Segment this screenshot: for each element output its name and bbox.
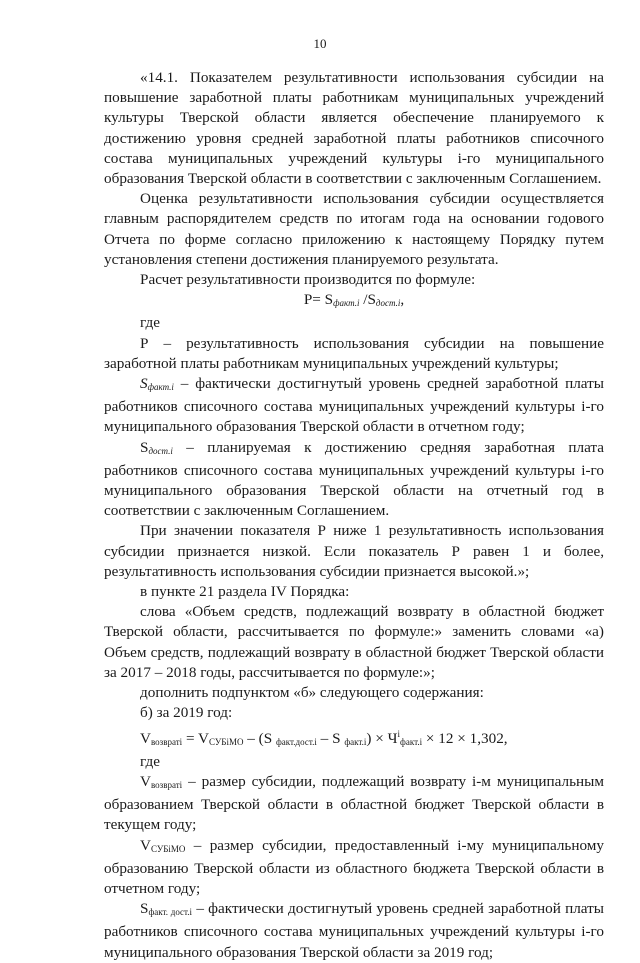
paragraph-formula-intro: Расчет результативности производится по формуле:: [140, 271, 476, 289]
paragraph-evaluation: Оценка результативности использования субсидии осуществляется главным распорядителем средств по итогам года на основании годового Отчета по форме согласно приложению к настоящему Порядку путем установления степени достижения планируемого результата.: [104, 190, 604, 268]
where-label-2: где: [140, 752, 160, 770]
paragraph-14-1: «14.1. Показателем результативности использования субсидии на повышение заработной платы работникам муниципальных учреждений культуры Тверской области является обеспечение планируемого к достижению уровня средней заработной платы работников списочного состава муниципальных учреждений культуры i-го муниципального образования Тверской области в соответствии с заключенным Соглашением.: [104, 69, 604, 188]
document-body: [104, 68, 604, 963]
paragraph-point-21: в пункте 21 раздела IV Порядка:: [140, 583, 350, 601]
definition-v-subsidy: $V_{СУБiМО}$ – размер субсидии, предоставленный i-му муниципальному образованию Тверской области из областного бюджета Тверской области в отчетном году;: [104, 836, 604, 897]
definition-s-dost: $S_{дост.i}$ – планируемая к достижению средняя заработная плата работников списочного состава муниципальных учреждений культуры i-го муниципального образования Тверской области на отчетный год в соответствии с заключенным Соглашением.: [104, 438, 604, 520]
paragraph-threshold: При значении показателя Р ниже 1 результативность использования субсидии признается низкой. Если показатель Р равен 1 и более, результативность использования субсидии признается высокой.»;: [104, 522, 604, 580]
paragraph-add-subpoint: дополнить подпунктом «б» следующего содержания:: [140, 684, 484, 702]
paragraph-replace-words: слова «Объем средств, подлежащий возврату в областной бюджет Тверской области, рассчитывается по формуле:» заменить словами «а) Объем средств, подлежащий возврату в областной бюджет Тверской области за 2017 – 2018 годы, рассчитывается по формуле:»;: [104, 603, 604, 681]
definition-v-refund: $V_{возвратi}$ – размер субсидии, подлежащий возврату i-м муниципальным образованием Тверской области в областной бюджет Тверской области в текущем году;: [104, 772, 604, 834]
subpoint-b-heading: б) за 2019 год:: [140, 704, 233, 722]
where-label: где: [140, 314, 160, 332]
definition-s-fact: $S_{факт.i}$ – фактически достигнутый уровень средней заработной платы работников списочного состава муниципальных учреждений культуры i-го муниципального образования Тверской области в отчетном году;: [104, 375, 604, 436]
formula-refund: $V_{возвратi} = V_{СУБiМО} - (S$ $_{факт.дост.i}$ – S $_{факт.i}) \times Ч^i_{факт.i} \times 12 \times 1,302$,: [140, 728, 508, 747]
definition-s-fact-dost: $S_{факт. дост.i}$ – фактически достигнутый уровень средней заработной платы работников списочного состава муниципальных учреждений культуры i-го муниципального образования Тверской области за 2019 год;: [104, 900, 604, 961]
page-number: 10: [313, 36, 327, 51]
formula-result: $P= S_{факт.i}$ $/S_{дост.i}$,: [303, 291, 405, 309]
definition-p: Р – результативность использования субсидии на повышение заработной платы работникам муниципальных учреждений культуры;: [104, 334, 604, 372]
